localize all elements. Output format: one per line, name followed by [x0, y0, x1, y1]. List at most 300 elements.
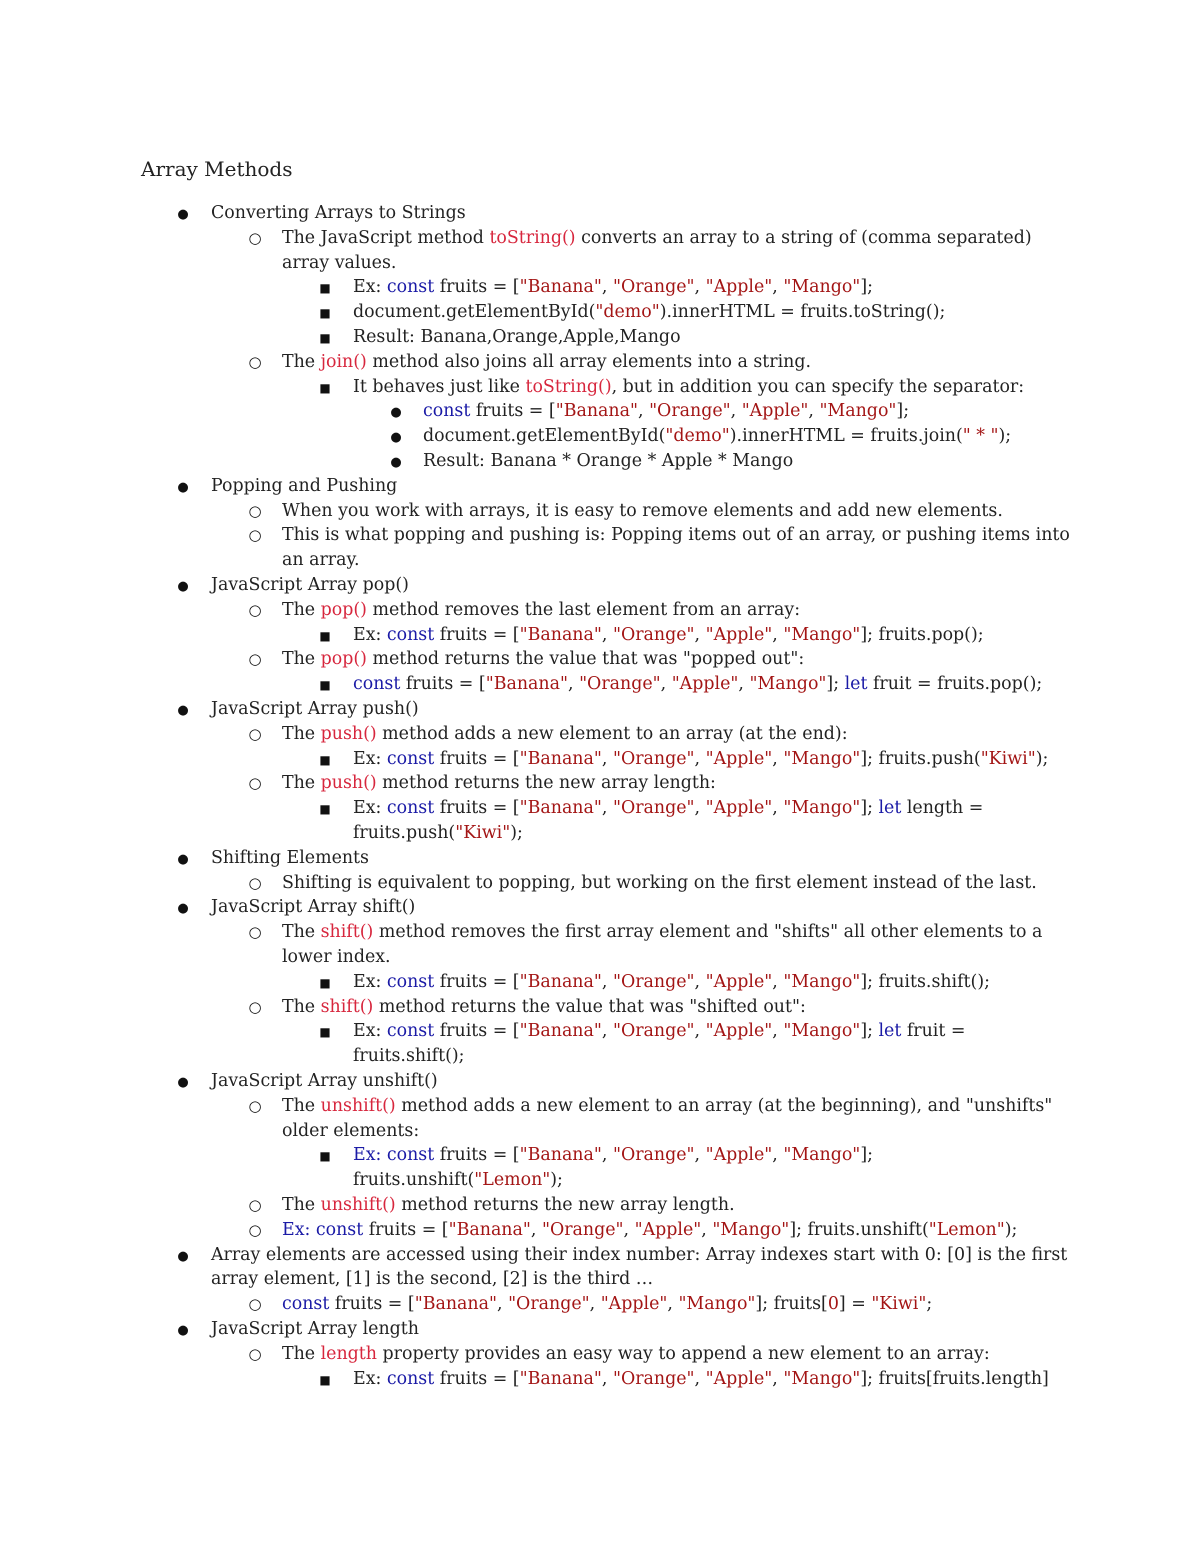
text-segment: ]; — [860, 277, 873, 298]
disc-bullet-icon — [168, 1317, 198, 1344]
list-item-text — [353, 623, 984, 648]
text-segment: "Apple" — [741, 401, 809, 422]
text-segment: fruits = [ — [434, 1145, 520, 1166]
text-segment: length — [320, 1343, 378, 1364]
text-segment: The — [282, 649, 321, 670]
text-segment: fruits = [ — [434, 277, 520, 298]
text-segment: , — [772, 1145, 784, 1166]
list-item-text — [423, 399, 909, 424]
text-segment: pop() — [320, 649, 367, 670]
text-segment: join() — [320, 351, 367, 372]
square-bullet-icon — [310, 375, 340, 401]
text-segment: property provides an easy way to append a new element to an array: — [377, 1343, 990, 1364]
text-segment: When you work with arrays, it is easy to remove elements and add new elements. — [282, 500, 1003, 521]
text-segment: "Apple" — [705, 1368, 773, 1389]
text-segment: older elements: — [282, 1120, 420, 1141]
list-item — [0, 1119, 1200, 1144]
list-item — [0, 672, 1200, 697]
text-segment: , — [601, 748, 613, 769]
list-item-text — [423, 449, 793, 474]
text-segment: ]; — [860, 798, 879, 819]
square-bullet-icon — [310, 1143, 340, 1169]
text-segment: "demo" — [665, 426, 730, 447]
list-item-text — [353, 672, 1042, 697]
list-item — [0, 1044, 1200, 1069]
square-bullet-icon — [310, 325, 340, 351]
square-bullet-icon — [310, 1367, 340, 1393]
text-segment: "Banana" — [519, 1021, 602, 1042]
text-segment: const — [386, 1021, 435, 1042]
text-segment: "Mango" — [819, 401, 897, 422]
list-item-text — [353, 1367, 1049, 1392]
text-segment: , — [601, 971, 613, 992]
disc-bullet-icon — [168, 1069, 198, 1096]
list-item — [0, 796, 1200, 821]
text-segment: const — [315, 1219, 364, 1240]
text-segment: Shifting is equivalent to popping, but working on the first element instead of the last. — [282, 872, 1037, 893]
text-segment: , — [694, 1021, 706, 1042]
text-segment: ]; fruits.pop(); — [860, 624, 984, 645]
text-segment: "demo" — [595, 302, 660, 323]
text-segment: "Orange" — [612, 1021, 695, 1042]
text-segment: JavaScript Array shift() — [211, 897, 416, 918]
list-item-text — [353, 275, 873, 300]
list-item — [0, 623, 1200, 648]
text-segment: ); — [510, 823, 523, 843]
text-segment: ).innerHTML = fruits.join( — [729, 426, 963, 447]
text-segment: array values. — [282, 252, 397, 273]
text-segment: method returns the value that was "shifted out": — [373, 996, 806, 1017]
text-segment: "Banana" — [555, 401, 638, 422]
text-segment: The JavaScript method — [282, 227, 490, 248]
text-segment: method removes the last element from an array: — [366, 599, 801, 620]
list-item-text — [353, 796, 983, 821]
list-item — [0, 523, 1200, 548]
text-segment: , — [701, 1219, 713, 1240]
text-segment: Ex: — [282, 1219, 316, 1240]
text-segment: const — [282, 1294, 330, 1315]
list-item — [0, 1292, 1200, 1317]
text-segment: fruits = [ — [434, 971, 520, 992]
list-item-text — [353, 300, 945, 325]
circle-bullet-icon — [240, 226, 270, 251]
circle-bullet-icon — [240, 598, 270, 623]
text-segment: This is what popping and pushing is: Popping items out of an array, or pushing items into — [282, 525, 1070, 546]
list-item-text — [211, 1069, 438, 1094]
text-segment: , but in addition you can specify the separator: — [611, 376, 1025, 397]
text-segment: "Mango" — [678, 1294, 756, 1315]
text-segment: "Mango" — [783, 798, 861, 819]
disc-bullet-icon — [168, 1243, 198, 1270]
text-segment: "Orange" — [541, 1219, 624, 1240]
text-segment: , — [667, 1294, 679, 1315]
square-bullet-icon — [310, 796, 340, 822]
list-item — [0, 325, 1200, 350]
text-segment: , — [601, 277, 613, 298]
text-segment: fruit = fruits.pop(); — [867, 674, 1043, 695]
text-segment: , — [738, 674, 750, 695]
list-item-text — [353, 747, 1048, 772]
list-item — [0, 399, 1200, 424]
text-segment: , — [772, 277, 784, 298]
list-item — [0, 747, 1200, 772]
list-item-text — [211, 573, 409, 598]
text-segment: , — [638, 401, 650, 422]
circle-bullet-icon — [240, 722, 270, 747]
list-item — [0, 970, 1200, 995]
list-item — [0, 995, 1200, 1020]
text-segment: "Apple" — [705, 1021, 773, 1042]
list-item — [0, 1143, 1200, 1168]
text-segment: "Orange" — [579, 674, 661, 695]
list-item-text — [211, 846, 369, 871]
text-segment: const — [353, 674, 401, 695]
text-segment: "Banana" — [519, 1145, 602, 1166]
list-item-text — [282, 647, 804, 672]
text-segment: "Banana" — [519, 624, 602, 645]
text-segment: "Banana" — [519, 798, 602, 819]
list-item-text — [211, 1243, 1067, 1268]
text-segment: "Mango" — [783, 1145, 861, 1166]
list-item-text — [282, 350, 811, 375]
list-item-text — [282, 722, 848, 747]
text-segment: ]; — [860, 1021, 879, 1042]
text-segment: Result: Banana,Orange,Apple,Mango — [353, 327, 681, 347]
text-segment: const — [386, 1145, 435, 1166]
text-segment: Ex: — [353, 1021, 387, 1042]
circle-bullet-icon — [240, 1292, 270, 1317]
text-segment: const — [386, 277, 435, 298]
text-segment: Shifting Elements — [211, 847, 369, 868]
text-segment: "Kiwi" — [455, 823, 511, 843]
list-item — [0, 573, 1200, 598]
text-segment: method adds a new element to an array (at the beginning), and "unshifts" — [395, 1095, 1053, 1116]
list-item — [0, 350, 1200, 375]
text-segment: Ex: — [353, 277, 387, 298]
text-segment: ]; — [826, 674, 845, 695]
circle-bullet-icon — [240, 647, 270, 672]
text-segment: , — [601, 1145, 613, 1166]
text-segment: "Mango" — [783, 1368, 861, 1389]
text-segment: method adds a new element to an array (at the end): — [376, 723, 848, 744]
list-item — [0, 1367, 1200, 1392]
list-item-text — [211, 201, 466, 226]
square-bullet-icon — [310, 275, 340, 301]
disc-bullet-icon — [381, 399, 411, 426]
text-segment: method returns the new array length. — [395, 1195, 735, 1215]
text-segment: const — [386, 1368, 435, 1389]
text-segment: , — [601, 624, 613, 645]
text-segment: Converting Arrays to Strings — [211, 203, 466, 223]
text-segment: "Banana" — [519, 748, 602, 769]
text-segment: ] = — [838, 1294, 872, 1315]
text-segment: "Orange" — [612, 1368, 695, 1389]
text-segment: fruits.shift(); — [353, 1046, 465, 1067]
list-item-text — [353, 1019, 965, 1044]
circle-bullet-icon — [240, 499, 270, 524]
list-item — [0, 424, 1200, 449]
list-item — [0, 201, 1200, 226]
text-segment: JavaScript Array unshift() — [211, 1071, 438, 1091]
text-segment: "Mango" — [783, 1021, 861, 1042]
text-segment: "Orange" — [612, 624, 695, 645]
circle-bullet-icon — [240, 350, 270, 375]
text-segment: , — [694, 1145, 706, 1166]
list-item — [0, 375, 1200, 400]
text-segment: "Mango" — [712, 1219, 790, 1240]
text-segment: "Mango" — [783, 624, 861, 645]
text-segment: "Mango" — [783, 277, 861, 298]
text-segment: push() — [320, 723, 377, 744]
list-item-text — [423, 424, 1011, 449]
text-segment: ]; fruits.shift(); — [860, 971, 990, 992]
list-item-text — [282, 771, 716, 796]
text-segment: , — [660, 674, 672, 695]
text-segment: const — [386, 971, 435, 992]
disc-bullet-icon — [168, 201, 198, 228]
list-item-text — [282, 1119, 419, 1144]
text-segment: ]; — [896, 401, 910, 422]
square-bullet-icon — [310, 747, 340, 773]
text-segment: ]; fruits[fruits.length] — [860, 1368, 1049, 1389]
text-segment: , — [772, 1021, 784, 1042]
text-segment: ]; fruits[ — [755, 1294, 828, 1315]
text-segment: fruits.push( — [353, 823, 456, 843]
list-item — [0, 920, 1200, 945]
text-segment: "Banana" — [519, 1368, 602, 1389]
text-segment: "Kiwi" — [871, 1294, 927, 1315]
text-segment: method returns the value that was "popped out": — [366, 649, 805, 670]
list-item — [0, 722, 1200, 747]
text-segment: shift() — [320, 922, 374, 943]
list-item — [0, 598, 1200, 623]
text-segment: , — [772, 748, 784, 769]
text-segment: , — [694, 277, 706, 298]
text-segment: document.getElementById( — [423, 426, 666, 447]
text-segment: , — [568, 674, 580, 695]
text-segment: The — [282, 1343, 321, 1364]
text-segment: , — [601, 798, 613, 819]
text-segment: ); — [1004, 1219, 1018, 1240]
text-segment: push() — [320, 773, 377, 794]
page-title: Array Methods — [141, 157, 293, 181]
text-segment: The — [282, 1195, 321, 1215]
text-segment: "Mango" — [783, 748, 861, 769]
text-segment: fruits = [ — [434, 798, 520, 819]
text-segment: , — [772, 798, 784, 819]
text-segment: , — [694, 1368, 706, 1389]
list-item — [0, 846, 1200, 871]
text-segment: "Banana" — [519, 971, 602, 992]
list-item-text — [211, 1267, 653, 1292]
text-segment: The — [282, 1095, 321, 1116]
list-item-text — [282, 523, 1070, 548]
disc-bullet-icon — [168, 846, 198, 873]
list-item — [0, 1019, 1200, 1044]
text-segment: fruits = [ — [434, 1021, 520, 1042]
list-item-text — [282, 1292, 932, 1317]
text-segment: "Orange" — [612, 798, 695, 819]
disc-bullet-icon — [381, 449, 411, 476]
list-item — [0, 1094, 1200, 1119]
circle-bullet-icon — [240, 1193, 270, 1218]
list-item-text — [353, 325, 681, 350]
list-item-text — [282, 871, 1037, 896]
text-segment: 0 — [827, 1294, 839, 1315]
text-segment: Array elements are accessed using their index number: Array indexes start with 0: [0] is the first — [211, 1244, 1068, 1265]
list-item — [0, 474, 1200, 499]
text-segment: ]; — [860, 1145, 873, 1166]
list-item — [0, 871, 1200, 896]
list-item-text — [282, 945, 391, 970]
text-segment: array element, [1] is the second, [2] is the third … — [211, 1269, 654, 1290]
list-item-text — [353, 1044, 465, 1069]
text-segment: "Banana" — [414, 1294, 497, 1315]
text-segment: document.getElementById( — [353, 302, 596, 323]
text-segment: let — [844, 674, 868, 695]
text-segment: "Mango" — [783, 971, 861, 992]
text-segment: ]; fruits.unshift( — [789, 1219, 929, 1240]
disc-bullet-icon — [168, 474, 198, 501]
list-item — [0, 1342, 1200, 1367]
text-segment: "Banana" — [448, 1219, 531, 1240]
list-item — [0, 821, 1200, 846]
text-segment: The — [282, 922, 321, 943]
list-item — [0, 771, 1200, 796]
text-segment: fruits = [ — [329, 1294, 415, 1315]
text-segment: "Kiwi" — [980, 748, 1036, 769]
text-segment: "Apple" — [705, 748, 773, 769]
list-item — [0, 300, 1200, 325]
circle-bullet-icon — [240, 1218, 270, 1243]
list-item-text — [282, 499, 1003, 524]
text-segment: Ex: — [353, 748, 387, 769]
text-segment: ); — [998, 426, 1012, 447]
circle-bullet-icon — [240, 771, 270, 796]
disc-bullet-icon — [381, 424, 411, 451]
list-item-text — [211, 697, 419, 722]
text-segment: , — [694, 798, 706, 819]
text-segment: method also joins all array elements into a string. — [366, 351, 811, 372]
list-item-text — [282, 251, 396, 276]
text-segment: "Apple" — [634, 1219, 702, 1240]
text-segment: ; — [926, 1294, 933, 1315]
list-item-text — [353, 1143, 873, 1168]
text-segment: fruits.unshift( — [353, 1170, 475, 1191]
list-item-text — [282, 1193, 735, 1218]
text-segment: , — [601, 1368, 613, 1389]
list-item — [0, 499, 1200, 524]
text-segment: "Banana" — [519, 277, 602, 298]
text-segment: ); — [1035, 748, 1049, 769]
text-segment: , — [497, 1294, 509, 1315]
list-item — [0, 1317, 1200, 1342]
circle-bullet-icon — [240, 871, 270, 896]
text-segment: "Orange" — [612, 971, 695, 992]
text-segment: "Apple" — [600, 1294, 668, 1315]
text-segment: fruits = [ — [400, 674, 486, 695]
text-segment: pop() — [320, 599, 367, 620]
square-bullet-icon — [310, 300, 340, 326]
text-segment: " * " — [962, 426, 999, 447]
list-item-text — [282, 920, 1042, 945]
text-segment: fruits = [ — [434, 1368, 520, 1389]
text-segment: "Lemon" — [474, 1170, 551, 1191]
text-segment: const — [423, 401, 471, 422]
text-segment: "Mango" — [749, 674, 827, 695]
text-segment: lower index. — [282, 947, 391, 967]
text-segment: converts an array to a string of (comma separated) — [575, 227, 1032, 248]
list-item — [0, 1243, 1200, 1268]
text-segment: const — [386, 624, 435, 645]
circle-bullet-icon — [240, 523, 270, 548]
text-segment: fruit = — [901, 1021, 966, 1042]
list-item — [0, 697, 1200, 722]
text-segment: an array. — [282, 550, 360, 571]
text-segment: method removes the first array element and "shifts" all other elements to a — [373, 922, 1043, 943]
list-item — [0, 548, 1200, 573]
text-segment: , — [772, 1368, 784, 1389]
list-item-text — [353, 1168, 563, 1193]
circle-bullet-icon — [240, 920, 270, 945]
circle-bullet-icon — [240, 995, 270, 1020]
text-segment: Ex: — [353, 1145, 387, 1166]
text-segment: , — [694, 971, 706, 992]
text-segment: "Orange" — [612, 1145, 695, 1166]
text-segment: "Apple" — [705, 798, 773, 819]
text-segment: It behaves just like — [353, 376, 526, 397]
square-bullet-icon — [310, 970, 340, 996]
text-segment: The — [282, 723, 321, 744]
list-item — [0, 1069, 1200, 1094]
list-item-text — [282, 1342, 990, 1367]
text-segment: "Orange" — [612, 277, 695, 298]
text-segment: shift() — [320, 996, 374, 1017]
text-segment: "Orange" — [612, 748, 695, 769]
list-item — [0, 1193, 1200, 1218]
text-segment: fruits = [ — [434, 748, 520, 769]
text-segment: const — [386, 798, 435, 819]
list-item-text — [282, 548, 360, 573]
text-segment: "Orange" — [649, 401, 731, 422]
list-item — [0, 1267, 1200, 1292]
list-item-text — [211, 1317, 419, 1342]
text-segment: , — [601, 1021, 613, 1042]
text-segment: The — [282, 773, 321, 794]
list-item-text — [353, 821, 523, 846]
text-segment: , — [772, 971, 784, 992]
text-segment: let — [878, 798, 902, 819]
text-segment: toString() — [525, 376, 612, 397]
circle-bullet-icon — [240, 1094, 270, 1119]
disc-bullet-icon — [168, 895, 198, 922]
text-segment: const — [386, 748, 435, 769]
text-segment: unshift() — [320, 1195, 396, 1215]
list-item-text — [282, 1218, 1017, 1243]
list-item-text — [282, 226, 1032, 251]
text-segment: , — [808, 401, 820, 422]
text-segment: Popping and Pushing — [211, 475, 398, 496]
text-segment: Ex: — [353, 971, 387, 992]
text-segment: JavaScript Array pop() — [211, 575, 409, 595]
text-segment: The — [282, 351, 321, 372]
text-segment: "Apple" — [705, 971, 773, 992]
list-item — [0, 449, 1200, 474]
list-item — [0, 647, 1200, 672]
text-segment: let — [878, 1021, 902, 1042]
text-segment: "Orange" — [508, 1294, 590, 1315]
text-segment: ]; fruits.push( — [860, 748, 981, 769]
